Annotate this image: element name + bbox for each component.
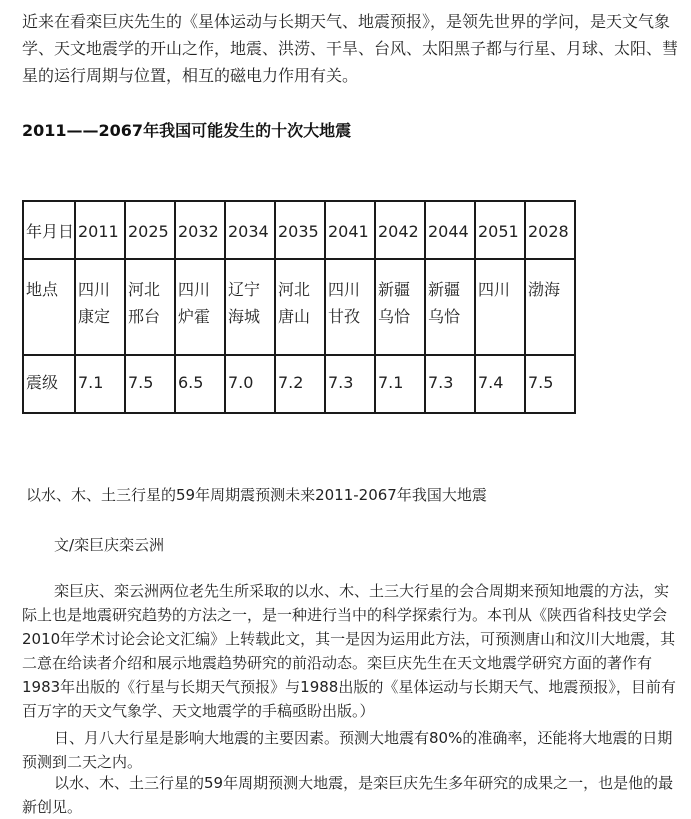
place-cell [275,259,325,355]
year-cell: 2011 [75,201,125,259]
body-paragraph-intro: 栾巨庆、栾云洲两位老先生所采取的以水、木、土三大行星的会合周期来预知地震的方法，实际上也是地震研究趋势的方法之一，是一种进行当中的科学探索行为。本刊从《陕西省科技史学会2010年学术讨论会论文汇编》上转载此文，其一是因为运用此方法，可预测唐山和汶川大地震，其二意在给读者介绍和展示地震趋势研究的前沿动态。栾巨庆先生在天文地震学研究方面的著作有1983年出版的《行星与长期天气预报》与1988出版的《星体运动与长期天气、地震预报》，目前有百万字的天文气象学、天文地震学的手稿亟盼出版。） [22,582,676,720]
magnitude-cell: 7.5 [125,355,175,413]
year-cell: 2041 [325,201,375,259]
article-subtitle: 以水、木、土三行星的59年周期震预测未来2011-2067年我国大地震 [26,486,487,504]
place-region: 渤海 [528,280,561,299]
place-cell [175,259,225,355]
table-row-years [23,201,575,259]
place-cell [475,259,525,355]
row-header-magnitude: 震级 [23,355,75,413]
place-city: 海城 [228,307,261,326]
place-region: 四川 [78,280,111,299]
place-city: 邢台 [128,307,161,326]
place-cell [325,259,375,355]
year-cell: 2025 [125,201,175,259]
place-cell [75,259,125,355]
year-cell: 2034 [225,201,275,259]
article-author: 文/栾巨庆栾云洲 [54,536,165,554]
place-region: 河北 [128,280,161,299]
place-region: 四川 [478,280,511,299]
place-city: 康定 [78,307,111,326]
place-region: 新疆 [428,280,461,299]
year-cell: 2051 [475,201,525,259]
magnitude-cell: 7.1 [375,355,425,413]
body-paragraph-cycle: 以水、木、土三行星的59年周期预测大地震，是栾巨庆先生多年研究的成果之一，也是他的最新创见。 [22,774,674,816]
place-city: 甘孜 [328,307,361,326]
magnitude-cell: 7.5 [525,355,575,413]
row-header-place: 地点 [23,259,75,355]
place-cell [525,259,575,355]
magnitude-cell: 7.1 [75,355,125,413]
magnitude-cell: 7.0 [225,355,275,413]
place-city: 乌恰 [378,307,411,326]
year-cell: 2028 [525,201,575,259]
year-cell: 2035 [275,201,325,259]
table-row-magnitudes [23,355,575,413]
earthquake-table [22,200,576,414]
intro-paragraph: 近来在看栾巨庆先生的《星体运动与长期天气、地震预报》，是领先世界的学问，是天文气象学、天文地震学的开山之作，地震、洪涝、干旱、台风、太阳黑子都与行星、月球、太阳、彗星的运行周期与位置，相互的磁电力作用有关。 [22,12,679,85]
place-region: 四川 [178,280,211,299]
place-region: 新疆 [378,280,411,299]
table-row-places [23,259,575,355]
magnitude-cell: 7.2 [275,355,325,413]
magnitude-cell: 7.3 [425,355,475,413]
place-cell [375,259,425,355]
place-region: 河北 [278,280,311,299]
place-cell [425,259,475,355]
magnitude-cell: 7.4 [475,355,525,413]
year-cell: 2044 [425,201,475,259]
row-header-date: 年月日 [23,201,75,259]
section-heading: 2011——2067年我国可能发生的十次大地震 [22,121,352,140]
place-city: 唐山 [278,307,311,326]
place-region: 四川 [328,280,361,299]
body-paragraph-factors: 日、月八大行星是影响大地震的主要因素。预测大地震有80%的准确率，还能将大地震的日期预测到二天之内。 [22,729,673,771]
place-city: 炉霍 [178,307,211,326]
magnitude-cell: 6.5 [175,355,225,413]
place-city: 乌恰 [428,307,461,326]
year-cell: 2042 [375,201,425,259]
place-region: 辽宁 [228,280,261,299]
year-cell: 2032 [175,201,225,259]
place-cell [125,259,175,355]
place-cell [225,259,275,355]
magnitude-cell: 7.3 [325,355,375,413]
